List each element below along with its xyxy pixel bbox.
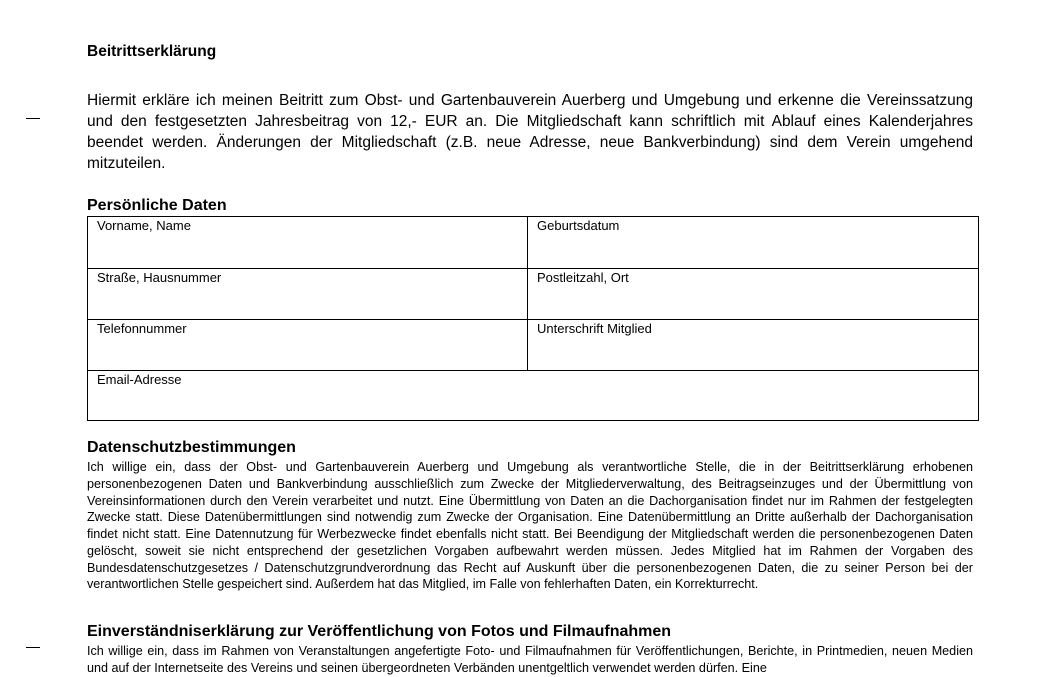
birthdate-field-label: Geburtsdatum	[537, 218, 620, 233]
signature-field-label: Unterschrift Mitglied	[537, 321, 652, 336]
street-field-label: Straße, Hausnummer	[97, 270, 222, 285]
photo-consent-heading: Einverständniserklärung zur Veröffentlichung von Fotos und Filmaufnahmen	[87, 623, 672, 640]
name-field[interactable]	[88, 217, 527, 268]
phone-field[interactable]	[88, 320, 527, 370]
personal-data-heading: Persönliche Daten	[87, 197, 227, 214]
margin-mark-bottom	[26, 647, 40, 648]
name-field-label: Vorname, Name	[97, 218, 191, 233]
intro-paragraph: Hiermit erkläre ich meinen Beitritt zum Obst- und Gartenbauverein Auerberg und Umgebung und erkenne die Vereinssatzung und den festgesetzten Jahresbeitrag von 12,- EUR an. Die Mitgliedschaft kann schriftlich mit Ablauf eines Kalenderjahres beendet werden. Änderungen der Mitgliedschaft (z.B. neue Adresse, neue Bankverbindung) sind dem Verein umgehend mitzuteilen.	[87, 92, 973, 172]
postal-city-field-label: Postleitzahl, Ort	[537, 270, 629, 285]
birthdate-field[interactable]	[528, 217, 978, 268]
email-field[interactable]	[88, 371, 978, 420]
signature-field[interactable]	[528, 320, 978, 370]
personal-data-form	[87, 216, 979, 421]
privacy-heading: Datenschutzbestimmungen	[87, 439, 296, 456]
document-title: Beitrittserklärung	[87, 43, 217, 60]
photo-consent-paragraph: Ich willige ein, dass im Rahmen von Veranstaltungen angefertigte Foto- und Filmaufnahmen für Veröffentlichungen, Berichte, in Printmedien, neuen Medien und auf der Internetseite des Vereins und seinen übergeordneten Verbänden unentgeltlich verwendet werden dürfen. Eine	[87, 644, 973, 675]
email-field-label: Email-Adresse	[97, 372, 182, 387]
postal-city-field[interactable]	[528, 269, 978, 319]
privacy-paragraph: Ich willige ein, dass der Obst- und Gartenbauverein Auerberg und Umgebung als verantwortliche Stelle, die in der Beitrittserklärung erhobenen personenbezogenen Daten und Bankverbindung ausschließlich zum Zwecke der Mitgliederverwaltung, des Beitragseinzuges und der Übermittlung von Vereinsinformationen durch den Verein verarbeitet und nutzt. Eine Übermittlung von Daten an die Dachorganisation findet nur im Rahmen der festgelegten Zwecke statt. Diese Datenübermittlungen sind notwendig zum Zwecke der Organisation. Eine Datenübermittlung an Dritte außerhalb der Dachorganisation findet nicht statt. Eine Datennutzung für Werbezwecke findet ebenfalls nicht statt. Bei Beendigung der Mitgliedschaft werden die personenbezogenen Daten gelöscht, soweit sie nicht entsprechend der gesetzlichen Vorgaben aufbewahrt werden müssen. Jedes Mitglied hat im Rahmen der Vorgaben des Bundesdatenschutzgesetzes / Datenschutzgrundverordnung das Recht auf Auskunft über die personenbezogenen Daten, die zu seiner Person bei der verantwortlichen Stelle gespeichert sind. Außerdem hat das Mitglied, im Falle von fehlerhaften Daten, ein Korrekturrecht.	[87, 460, 973, 592]
margin-mark-top	[26, 118, 40, 119]
phone-field-label: Telefonnummer	[97, 321, 187, 336]
street-field[interactable]	[88, 269, 527, 319]
